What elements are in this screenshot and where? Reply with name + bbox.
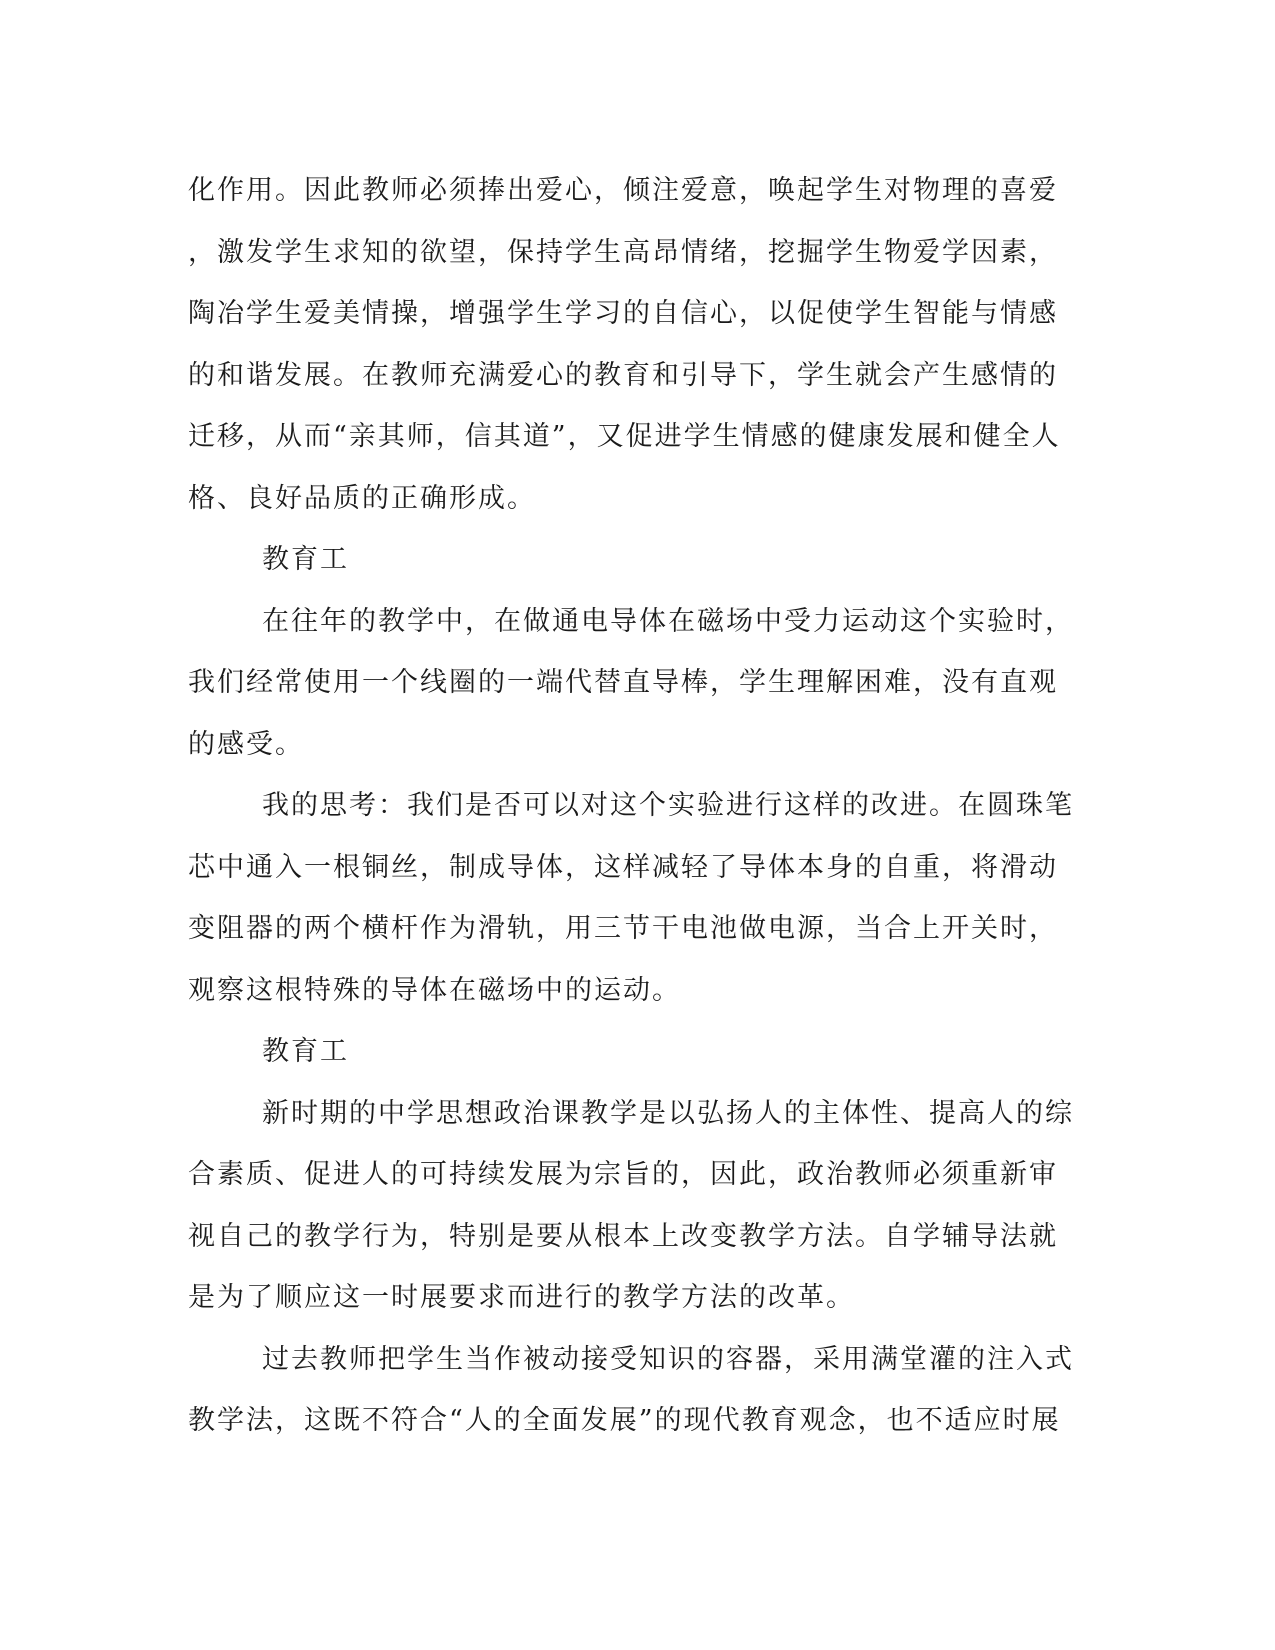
text-line: 在往年的教学中，在做通电导体在磁场中受力运动这个实验时，: [262, 605, 1074, 637]
text-line: 是为了顺应这一时展要求而进行的教学方法的改革。: [188, 1282, 855, 1313]
text-line: 观察这根特殊的导体在磁场中的运动。: [188, 974, 681, 1006]
text-line: 新时期的中学思想政治课教学是以弘扬人的主体性、提高人的综: [262, 1097, 1074, 1129]
document-body: [188, 160, 1074, 1452]
text-line: 的感受。: [188, 728, 304, 760]
text-line: 我们经常使用一个线圈的一端代替直导棒，学生理解困难，没有直观: [188, 667, 1058, 698]
text-line: 格、良好品质的正确形成。: [188, 482, 536, 514]
text-line: 教学法，这既不符合“人的全面发展”的现代教育观念，也不适应时展: [188, 1405, 1061, 1436]
text-line: 教育工: [262, 1036, 349, 1067]
text-line: 芯中通入一根铜丝，制成导体，这样减轻了导体本身的自重，将滑动: [188, 851, 1058, 883]
text-line: 化作用。因此教师必须捧出爱心，倾注爱意，唤起学生对物理的喜爱: [188, 175, 1058, 206]
text-line: 过去教师把学生当作被动接受知识的容器，采用满堂灌的注入式: [262, 1343, 1074, 1375]
text-line: ，激发学生求知的欲望，保持学生高昂情绪，挖掘学生物爱学因素，: [188, 236, 1058, 268]
text-line: 变阻器的两个横杆作为滑轨，用三节干电池做电源，当合上开关时，: [188, 913, 1058, 944]
text-line: 视自己的教学行为，特别是要从根本上改变教学方法。自学辅导法就: [188, 1220, 1058, 1252]
text-line: 合素质、促进人的可持续发展为宗旨的，因此，政治教师必须重新审: [188, 1159, 1058, 1190]
text-line: 迁移，从而“亲其师，信其道”，又促进学生情感的健康发展和健全人: [188, 421, 1061, 452]
text-line: 我的思考：我们是否可以对这个实验进行这样的改进。在圆珠笔: [262, 790, 1074, 821]
text-line: 的和谐发展。在教师充满爱心的教育和引导下，学生就会产生感情的: [188, 359, 1058, 391]
text-line: 教育工: [262, 544, 349, 575]
text-line: 陶冶学生爱美情操，增强学生学习的自信心，以促使学生智能与情感: [188, 298, 1058, 329]
